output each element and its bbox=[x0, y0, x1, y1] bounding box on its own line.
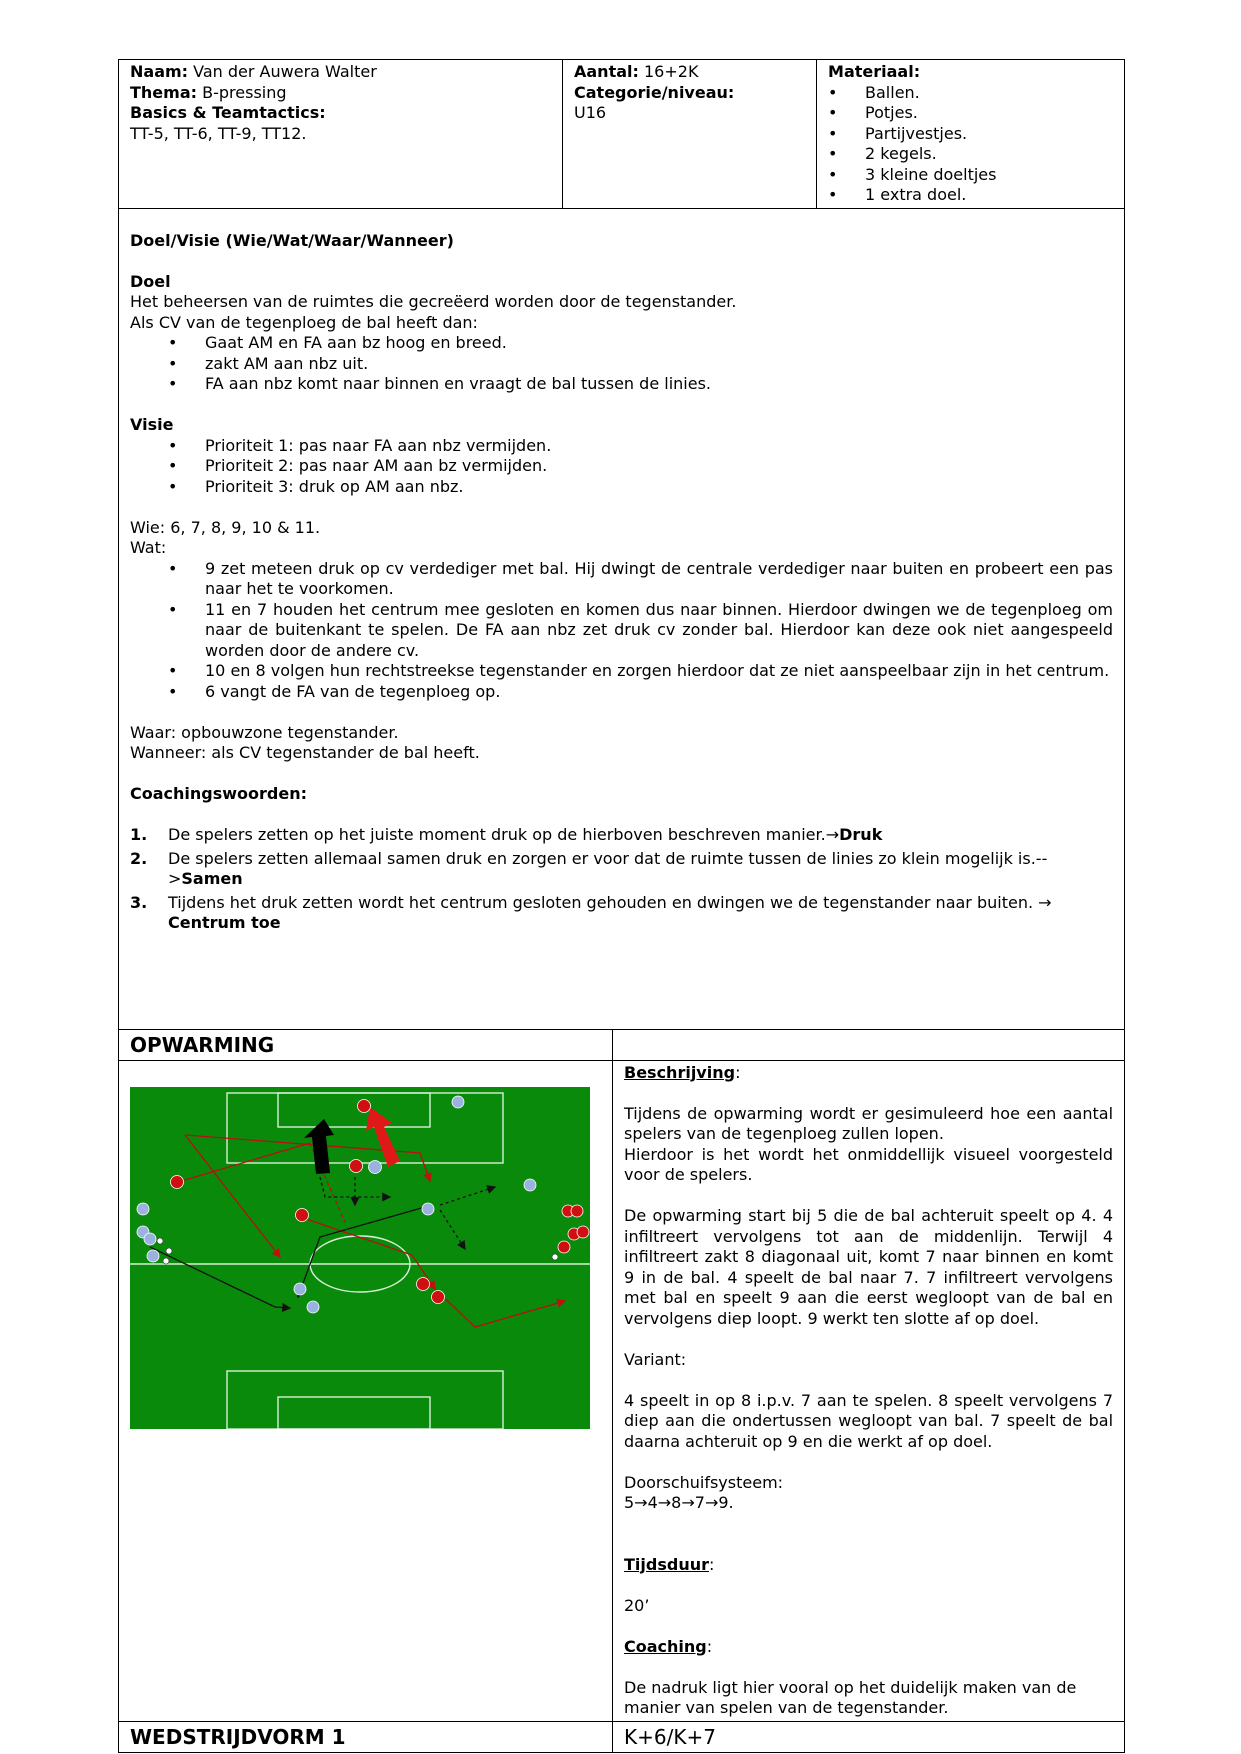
document-page bbox=[118, 59, 1124, 1753]
aantal-label: Aantal: bbox=[574, 62, 639, 81]
opwarming-diagram-cell bbox=[119, 1060, 613, 1721]
categorie-value: U16 bbox=[574, 103, 607, 122]
doel-line-1: Het beheersen van de ruimtes die gecreëerd worden door de tegenstander. bbox=[130, 292, 737, 311]
visie-item: • Prioriteit 1: pas naar FA aan nbz vermijden. bbox=[130, 436, 1113, 457]
tijdsduur-value: 20’ bbox=[624, 1595, 650, 1615]
doorschuif-value: 5→4→8→7→9. bbox=[624, 1493, 734, 1512]
wat-item: • 11 en 7 houden het centrum mee gesloten en komen dus naar binnen. Hierdoor dwingen we de tegenploeg om naar de buitenkant te spelen. De FA aan nbz zet druk cv zonder bal. Hierdoor kan deze ook niet aangespeeld worden door de andere cv. bbox=[130, 600, 1113, 662]
doel-visie-row bbox=[119, 208, 1125, 1029]
wedstrijdvorm-value: K+6/K+7 bbox=[624, 1724, 716, 1749]
doorschuif-label: Doorschuifsysteem: bbox=[624, 1472, 784, 1492]
wat-item: • 6 vangt de FA van de tegenploeg op. bbox=[130, 682, 1113, 703]
thema-value: B-pressing bbox=[202, 82, 287, 102]
doel-visie-cell bbox=[119, 208, 1125, 1029]
materiaal-item: • Partijvestjes. bbox=[828, 124, 1113, 145]
coaching-item-3 bbox=[130, 893, 1113, 934]
materiaal-item: • Ballen. bbox=[828, 83, 1113, 104]
header-row bbox=[119, 60, 1125, 209]
visie-item: • Prioriteit 2: pas naar AM aan bz vermijden. bbox=[130, 456, 1113, 477]
coaching-text: De spelers zetten op het juiste moment druk op de hierboven beschreven manier. bbox=[168, 825, 826, 844]
arrow-right-icon: → bbox=[825, 825, 840, 844]
blue-players bbox=[137, 1096, 536, 1313]
wat-line: Wat: bbox=[130, 538, 167, 557]
doel-heading: Doel bbox=[130, 271, 171, 291]
coaching-num: 2. bbox=[130, 848, 148, 868]
opwarming-title: OPWARMING bbox=[130, 1032, 275, 1057]
doel-visie-title: Doel/Visie (Wie/Wat/Waar/Wanneer) bbox=[130, 230, 454, 250]
naam-label: Naam: bbox=[130, 62, 189, 81]
arrow-right-icon: → bbox=[1038, 892, 1052, 912]
opwarming-p1: Tijdens de opwarming wordt er gesimuleerd hoe een aantal spelers van de tegenploeg zullen lopen. bbox=[624, 1103, 1114, 1143]
coaching-num: 1. bbox=[130, 825, 148, 844]
coaching-heading: Coachingswoorden: bbox=[130, 784, 308, 803]
materiaal-item: • Potjes. bbox=[828, 103, 1113, 124]
wedstrijdvorm-title: WEDSTRIJDVORM 1 bbox=[130, 1724, 346, 1749]
header-name-cell bbox=[119, 60, 563, 209]
session-table bbox=[118, 59, 1125, 1753]
aantal-value: 16+2K bbox=[644, 62, 699, 81]
wat-item: • 10 en 8 volgen hun rechtstreekse tegenstander en zorgen hierdoor dat ze niet aanspeelbaar zijn in het centrum. bbox=[130, 661, 1113, 682]
black-runs bbox=[150, 1177, 495, 1308]
naam-value: Van der Auwera Walter bbox=[193, 62, 377, 81]
opwarming-title-row bbox=[119, 1029, 1125, 1060]
red-big-arrow bbox=[366, 1107, 400, 1167]
opwarming-empty-cell bbox=[613, 1029, 1125, 1060]
coaching-item-2 bbox=[130, 849, 1113, 890]
materiaal-label: Materiaal: bbox=[828, 62, 921, 81]
visie-item: • Prioriteit 3: druk op AM aan nbz. bbox=[130, 477, 1113, 498]
pitch-diagram bbox=[130, 1087, 590, 1429]
wat-list bbox=[130, 559, 1113, 703]
coaching-label: Coaching bbox=[624, 1636, 707, 1656]
doel-list bbox=[130, 333, 1113, 395]
coaching-keyword: Druk bbox=[839, 825, 883, 844]
opwarming-p2: Hierdoor is het wordt het onmiddellijk visueel voorgesteld voor de spelers. bbox=[624, 1144, 1114, 1184]
visie-list bbox=[130, 436, 1113, 498]
coaching-keyword: Centrum toe bbox=[168, 913, 281, 932]
wat-item: • 9 zet meteen druk op cv verdediger met bal. Hij dwingt de centrale verdediger naar buiten en probeert een pas naar het te voorkomen. bbox=[130, 559, 1113, 600]
beschrijving-label: Beschrijving bbox=[624, 1062, 736, 1082]
variant-text: 4 speelt in op 8 i.p.v. 7 aan te spelen. 8 speelt vervolgens 7 diep aan die ondertussen wegloopt van bal. 7 speelt de bal daarna achteruit op 9 en die werkt af op doel. bbox=[624, 1390, 1114, 1451]
coaching-item-1 bbox=[130, 825, 1113, 846]
categorie-label: Categorie/niveau: bbox=[574, 82, 735, 102]
wedstrijdvorm-row bbox=[119, 1721, 1125, 1752]
tijdsduur-label: Tijdsduur bbox=[624, 1554, 709, 1574]
basics-value: TT-5, TT-6, TT-9, TT12. bbox=[130, 123, 307, 143]
coaching-list bbox=[130, 825, 1113, 934]
wie-line: Wie: 6, 7, 8, 9, 10 & 11. bbox=[130, 517, 321, 537]
materiaal-item: • 1 extra doel. bbox=[828, 185, 1113, 206]
waar-line: Waar: opbouwzone tegenstander. bbox=[130, 722, 399, 742]
doel-item: • FA aan nbz komt naar binnen en vraagt de bal tussen de linies. bbox=[130, 374, 1113, 395]
coaching-keyword: Samen bbox=[181, 869, 243, 888]
visie-heading: Visie bbox=[130, 415, 174, 434]
wedstrijdvorm-value-cell bbox=[613, 1721, 1125, 1752]
wedstrijdvorm-title-cell bbox=[119, 1721, 613, 1752]
coaching-text: De spelers zetten allemaal samen druk en zorgen er voor dat de ruimte tussen de linies zo klein mogelijk is.--> bbox=[168, 848, 1048, 888]
balls bbox=[157, 1238, 558, 1264]
coaching-text: Tijdens het druk zetten wordt het centrum gesloten gehouden en dwingen we de tegenstander naar buiten. bbox=[168, 892, 1034, 912]
opwarming-title-cell bbox=[119, 1029, 613, 1060]
coaching-num: 3. bbox=[130, 892, 148, 912]
pitch-svg bbox=[130, 1087, 590, 1429]
wanneer-line: Wanneer: als CV tegenstander de bal heeft. bbox=[130, 743, 480, 762]
materiaal-item: • 2 kegels. bbox=[828, 144, 1113, 165]
coaching-text: De nadruk ligt hier vooral op het duidelijk maken van de manier van spelen van de tegenstander. bbox=[624, 1677, 1077, 1717]
basics-label: Basics & Teamtactics: bbox=[130, 103, 326, 122]
variant-label: Variant: bbox=[624, 1349, 687, 1369]
materiaal-item: • 3 kleine doeltjes bbox=[828, 165, 1113, 186]
pitch-lines bbox=[130, 1093, 590, 1429]
materiaal-list bbox=[828, 83, 1113, 206]
header-materiaal-cell bbox=[817, 60, 1125, 209]
doel-item: • Gaat AM en FA aan bz hoog en breed. bbox=[130, 333, 1113, 354]
opwarming-text-cell: Beschrijving: Tijdens de opwarming wordt er gesimuleerd hoe een aantal spelers van de tegenploeg zullen lopen. Hierdoor is het wordt het onmiddellijk visueel voorgesteld voor de spelers. De opwarming start bij 5 die de bal achteruit speelt op 4. 4 infiltreert vervolgens tot aan de middenlijn. Terwijl 4 infiltreert zakt 8 diagonaal uit, komt 7 naar binnen en komt 9 in de bal. 4 speelt de bal naar 7. 7 infiltreert vervolgens met bal en speelt 9 aan die eerst wegloopt van de bal en vervolgens diep loopt. 9 werkt ten slotte af op doel. Variant: 4 speelt in op 8 i.p.v. 7 aan te spelen. 8 speelt vervolgens 7 diep aan die ondertussen wegloopt van bal. 7 speelt de bal daarna achteruit op 9 en die werkt af op doel. Doorschuifsysteem: 5→4→8→7→9. Tijdsduur: 20’ Coaching: De nadruk ligt hier vooral op het duidelijk maken van de manier van spelen van de tegenstander. bbox=[613, 1060, 1125, 1721]
doel-item: • zakt AM aan nbz uit. bbox=[130, 354, 1113, 375]
opwarming-content-row bbox=[119, 1060, 1125, 1721]
doel-line-2: Als CV van de tegenploeg de bal heeft dan: bbox=[130, 312, 478, 332]
header-aantal-cell bbox=[563, 60, 817, 209]
opwarming-p3: De opwarming start bij 5 die de bal achteruit speelt op 4. 4 infiltreert vervolgens tot aan de middenlijn. Terwijl 4 infiltreert zakt 8 diagonaal uit, komt 7 naar binnen en komt 9 in de bal. 4 speelt de bal naar 7. 7 infiltreert vervolgens met bal en speelt 9 aan die eerst wegloopt van de bal en vervolgens diep loopt. 9 werkt ten slotte af op doel. bbox=[624, 1206, 1114, 1328]
thema-label: Thema: bbox=[130, 82, 198, 102]
